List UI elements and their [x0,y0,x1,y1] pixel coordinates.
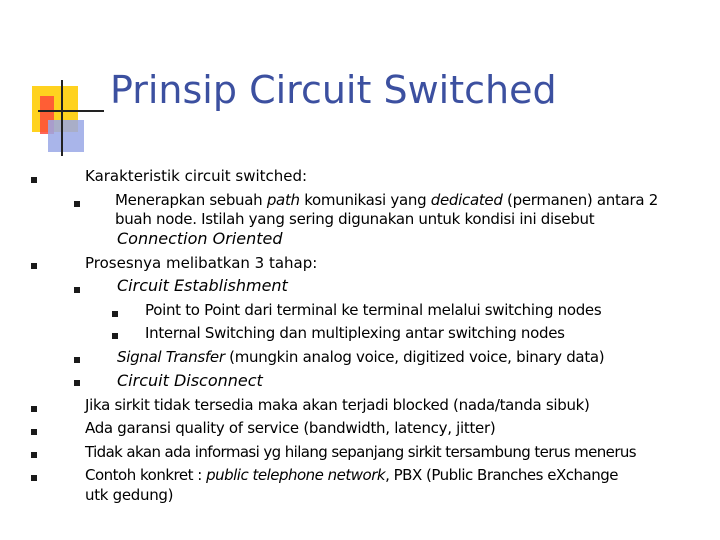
item-jika: Jika sirkit tidak tersedia maka akan terjadi blocked (nada/tanda sibuk) [85,396,590,414]
slide-title: Prinsip Circuit Switched [110,68,557,112]
item-circuit-disconnect: Circuit Disconnect [117,371,263,390]
item-circuit-establishment: Circuit Establishment [117,276,288,295]
item-menerapkan-line2: buah node. Istilah yang sering digunakan untuk kondisi ini disebut [115,210,595,228]
item-internal-switching: Internal Switching dan multiplexing antar switching nodes [145,324,565,342]
item-karakteristik: Karakteristik circuit switched: [85,167,308,185]
decor-horizontal-line [38,110,104,112]
bullet-l2 [74,380,80,386]
bullet-l2 [74,357,80,363]
bullet-l3 [112,333,118,339]
item-ada: Ada garansi quality of service (bandwidth, latency, jitter) [85,419,496,437]
bullet-l1 [31,475,37,481]
item-point-to-point: Point to Point dari terminal ke terminal melalui switching nodes [145,301,602,319]
item-menerapkan: Menerapkan sebuah path komunikasi yang dedicated (permanen) antara 2 [115,191,658,209]
item-contoh: Contoh konkret : public telephone network, PBX (Public Branches eXchange [85,466,618,484]
item-prosesnya: Prosesnya melibatkan 3 tahap: [85,254,318,272]
bullet-l1 [31,263,37,269]
bullet-l3 [112,311,118,317]
decor-blue-square [48,120,84,152]
bullet-l1 [31,177,37,183]
item-contoh-line2: utk gedung) [85,486,174,504]
bullet-l1 [31,452,37,458]
item-signal-transfer: Signal Transfer (mungkin analog voice, digitized voice, binary data) [117,348,605,366]
bullet-l2 [74,287,80,293]
item-connection-oriented: Connection Oriented [117,229,283,248]
bullet-l1 [31,429,37,435]
item-tidak: Tidak akan ada informasi yg hilang sepanjang sirkit tersambung terus menerus [85,443,637,461]
bullet-l2 [74,201,80,207]
bullet-l1 [31,406,37,412]
decor-vertical-line [61,80,63,156]
